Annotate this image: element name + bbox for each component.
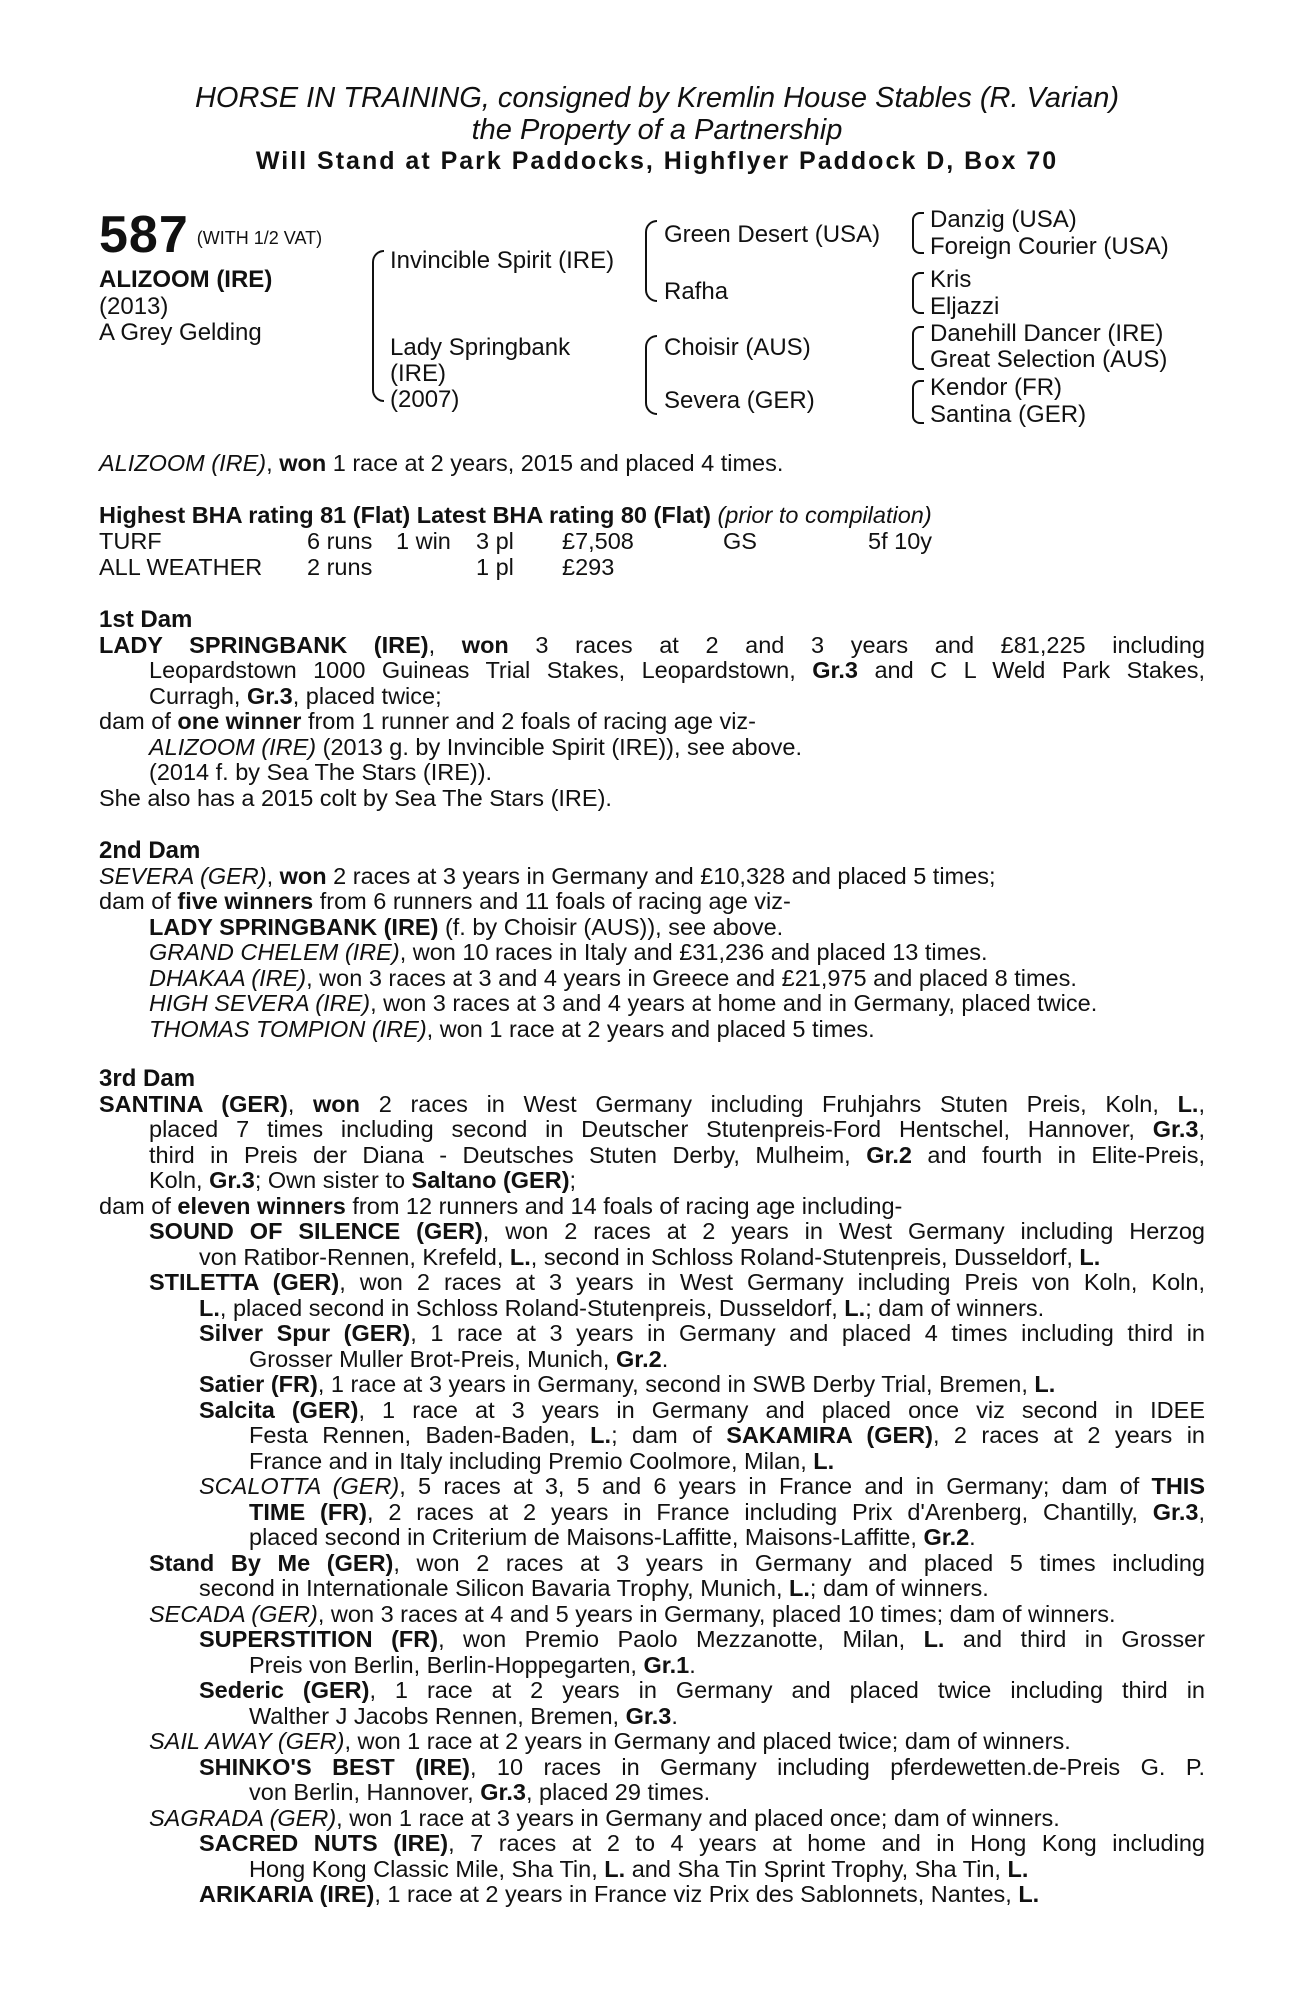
pedigree-ddd: Santina (GER)	[930, 401, 1087, 428]
entry-arikaria: ARIKARIA (IRE), 1 race at 2 years in France viz Prix des Sablonnets, Nantes, L.	[199, 1881, 1040, 1907]
second-dam-section: 2nd Dam SEVERA (GER), won 2 races at 3 years in Germany and £10,328 and placed 5 times; dam of five winners from 6 runners and 11 foals of racing age viz- LADY SPRINGBANK (IRE) (f. by Choisir (AUS)), see above. GRAND CHELEM (IRE), won 10 races in Italy and £31,236 and placed 13 times. DHAKAA (IRE), won 3 races at 3 and 4 years in Greece and £21,975 and placed 8 times. HIGH SEVERA (IRE), won 3 races at 3 and 4 years at home and in Germany, placed twice. THOMAS TOMPION (IRE), won 1 race at 2 years and placed 5 times.	[99, 838, 1205, 1042]
brace-sd	[912, 272, 924, 314]
brace-dd	[912, 380, 924, 424]
entry-silver-spur: Silver Spur (GER), 1 race at 3 years in Germany and placed 4 times including third in Grosser Muller Brot-Preis, Munich, Gr.2.	[199, 1320, 1205, 1372]
catalogue-page: HORSE IN TRAINING, consigned by Kremlin House Stables (R. Varian) the Property of a Partnership Will Stand at Park Paddocks, Highflyer Paddock D, Box 70 587 (WITH 1/2 VAT) ALIZOOM (IRE) (2013) A Grey Gelding Invincible Spirit (IRE) Lady Springbank (IRE) (2007) Green Desert (USA) Rafha Choisir (AUS) Severa (GER) Danzig (USA) Foreign Courier (USA) Kris Eljazzi Danehill Dancer (IRE) Great Selection (AUS) Kendor (FR) Santina (GER) ALIZOOM (IRE), won 1 race at 2 years, 2015 and placed 4 times. Highest BHA rating 81 (Flat) Latest BHA rating 80 (Flat) (prior to compilation) TURF 6 runs 1 win 3 pl £7,508 GS 5f 10y ALL WEATHER 2 runs 1 pl £293 1st Dam LADY SPRINGBANK (IRE), won 3 races at 2 and 3 years and £81,225 including Leopardstown 1000 Guineas Trial Stakes, Leopardstown, Gr.3 and C L Weld Park Stakes, Curragh, Gr.3, placed twice; dam of one winner from 1 runner and 2 foals of racing age viz- ALIZOOM (IRE) (2013 g. by Invincible Spirit (IRE)), see above. (2014 f. by Sea The Stars (IRE)). She also has a 2015 colt by Sea The Stars (IRE). 2nd Dam SEVERA (GER), won 2 races at 3 years in Germany and £10,328 and placed 5 times; dam of five winners from 6 runners and 11 foals of racing age viz- LADY SPRINGBANK (IRE) (f. by Choisir (AUS)), see above. GRAND CHELEM (IRE), won 10 races in Italy and £31,236 and placed 13 times. DHAKAA (IRE), won 3 races at 3 and 4 years in Greece and £21,975 and placed 8 times. HIGH SEVERA (IRE), won 3 races at 3 and 4 years at home and in Germany, placed twice. THOMAS TOMPION (IRE), won 1 race at 2 years and placed 5 times. 3rd Dam SANTINA (GER), won 2 races in West Germany including Fruhjahrs Stuten Preis, Koln, L., placed 7 times including second in Deutscher Stutenpreis-Ford Hentschel, Hannover, Gr.3, third in Preis der Diana - Deutsches Stuten Derby, Mulheim, Gr.2 and fourth in Elite-Preis, Koln, Gr.3; Own sister to Saltano (GER); dam of eleven winners from 12 runners and 14 foals of racing age including- SOUND OF SILENCE (GER), won 2 races at 2 years in West Germany including Herzog von Ratibor-Rennen, Krefeld, L., second in Schloss Roland-Stutenpreis, Dusseldorf, L. STILETTA (GER), won 2 races at 3 years in West Germany including Preis von Koln, Koln, L., placed second in Schloss Roland-Stutenpreis, Dusseldorf, L.; dam of winners. Silver Spur (GER), 1 race at 3 years in Germany and placed 4 times including third in Grosser Muller Brot-Preis, Munich, Gr.2. Satier (FR), 1 race at 3 years in Germany, second in SWB Derby Trial, Bremen, L. Salcita (GER), 1 race at 3 years in Germany and placed once viz second in IDEE Festa Rennen, Baden-Baden, L.; dam of SAKAMIRA (GER), 2 races at 2 years in France and in Italy including Premio Coolmore, Milan, L. SCALOTTA (GER), 5 races at 3, 5 and 6 years in France and in Germany; dam of THIS TIME (FR), 2 races at 2 years in France including Prix d'Arenberg, Chantilly, Gr.3, placed second in Criterium de Maisons-Laffitte, Maisons-Laffitte, Gr.2. Stand By Me (GER), won 2 races at 3 years in Germany and placed 5 times including second in Internationale Silicon Bavaria Trophy, Munich, L.; dam of winners. SECADA (GER), won 3 races at 4 and 5 years in Germany, placed 10 times; dam of winners. SUPERSTITION (FR), won Premio Paolo Mezzanotte, Milan, L. and third in Grosser Preis von Berlin, Berlin-Hoppegarten, Gr.1. Sederic (GER), 1 race at 2 years in Germany and placed twice including third in Walther J Jacobs Rennen, Bremen, Gr.3. SAIL AWAY (GER), won 1 race at 2 years in Germany and placed twice; dam of winners. SHINKO'S BEST (IRE), 10 races in Germany including pferdewetten.de-Preis G. P. von Berlin, Hannover, Gr.3, placed 29 times. SAGRADA (GER), won 1 race at 3 years in Germany and placed once; dam of winners. SACRED NUTS (IRE), 7 races at 2 to 4 years at home and in Hong Kong including Hong Kong Classic Mile, Sha Tin, L. and Sha Tin Sprint Trophy, Sha Tin, L. ARIKARIA (IRE), 1 race at 2 years in France viz Prix des Sablonnets, Nantes, L.	[0, 0, 1314, 2000]
pedigree-dam-line3: (2007)	[390, 386, 460, 413]
pedigree-dam-dam: Severa (GER)	[664, 387, 815, 414]
horse-description: A Grey Gelding	[99, 319, 262, 346]
pedigree-sire-dam: Rafha	[664, 278, 729, 305]
entry-stiletta: STILETTA (GER), won 2 races at 3 years in West Germany including Preis von Koln, Koln, L., placed second in Schloss Roland-Stutenpreis, Dusseldorf, L.; dam of winners.	[149, 1269, 1205, 1321]
first-dam-heading: 1st Dam	[99, 606, 193, 633]
vat-note: (WITH 1/2 VAT)	[196, 228, 323, 248]
third-dam-heading: 3rd Dam	[99, 1065, 196, 1092]
pedigree-sire: Invincible Spirit (IRE)	[390, 247, 615, 274]
entry-superstition: SUPERSTITION (FR), won Premio Paolo Mezzanotte, Milan, L. and third in Grosser Preis von Berlin, Berlin-Hoppegarten, Gr.1.	[199, 1626, 1205, 1678]
pedigree-sdd: Eljazzi	[930, 293, 1000, 320]
pedigree-ssd: Foreign Courier (USA)	[930, 233, 1169, 260]
pedigree-dam-line1: Lady Springbank	[390, 334, 571, 361]
pedigree-sire-sire: Green Desert (USA)	[664, 221, 881, 248]
pedigree-sds: Kris	[930, 266, 972, 293]
consignor-line: HORSE IN TRAINING, consigned by Kremlin House Stables (R. Varian)	[194, 82, 1120, 114]
entry-satier: Satier (FR), 1 race at 3 years in Germany, second in SWB Derby Trial, Bremen, L.	[199, 1371, 1056, 1397]
lot-number: 587	[99, 206, 189, 264]
brace-sire	[645, 220, 657, 302]
stand-location-line: Will Stand at Park Paddocks, Highflyer Paddock D, Box 70	[255, 147, 1059, 175]
race-summary: ALIZOOM (IRE), won 1 race at 2 years, 2015 and placed 4 times.	[99, 450, 784, 476]
pedigree-dam-sire: Choisir (AUS)	[664, 334, 811, 361]
ratings-line: Highest BHA rating 81 (Flat) Latest BHA rating 80 (Flat) (prior to compilation)	[99, 502, 932, 528]
entry-sagrada: SAGRADA (GER), won 1 race at 3 years in Germany and placed once; dam of winners.	[149, 1804, 1060, 1831]
entry-santina: SANTINA (GER), won 2 races in West Germany including Fruhjahrs Stuten Preis, Koln, L., placed 7 times including second in Deutscher Stutenpreis-Ford Hentschel, Hannover, Gr.3, third in Preis der Diana - Deutsches Stuten Derby, Mulheim, Gr.2 and fourth in Elite-Preis, Koln, Gr.3; Own sister to Saltano (GER); dam of eleven winners from 12 runners and 14 foals of racing age including-	[99, 1090, 1205, 1219]
entry-sound-of-silence: SOUND OF SILENCE (GER), won 2 races at 2 years in West Germany including Herzog von Ratibor-Rennen, Krefeld, L., second in Schloss Roland-Stutenpreis, Dusseldorf, L.	[149, 1218, 1205, 1270]
entry-sacred-nuts: SACRED NUTS (IRE), 7 races at 2 to 4 years at home and in Hong Kong including Hong Kong Classic Mile, Sha Tin, L. and Sha Tin Sprint Trophy, Sha Tin, L.	[199, 1830, 1205, 1882]
pedigree-sss: Danzig (USA)	[930, 206, 1077, 233]
third-dam-section	[99, 1066, 1205, 1908]
entry-salcita: Salcita (GER), 1 race at 3 years in Germany and placed once viz second in IDEE Festa Rennen, Baden-Baden, L.; dam of SAKAMIRA (GER), 2 races at 2 years in France and in Italy including Premio Coolmore, Milan, L.	[199, 1396, 1206, 1474]
property-line: the Property of a Partnership	[471, 114, 843, 146]
brace-ds	[912, 326, 924, 370]
foaling-year: (2013)	[99, 293, 169, 320]
entry-sederic: Sederic (GER), 1 race at 2 years in Germany and placed twice including third in Walther J Jacobs Rennen, Bremen, Gr.3.	[199, 1677, 1205, 1729]
entry-sail-away: SAIL AWAY (GER), won 1 race at 2 years in Germany and placed twice; dam of winners.	[149, 1728, 1071, 1754]
first-dam-section: 1st Dam LADY SPRINGBANK (IRE), won 3 races at 2 and 3 years and £81,225 including Leopardstown 1000 Guineas Trial Stakes, Leopardstown, Gr.3 and C L Weld Park Stakes, Curragh, Gr.3, placed twice; dam of one winner from 1 runner and 2 foals of racing age viz- ALIZOOM (IRE) (2013 g. by Invincible Spirit (IRE)), see above. (2014 f. by Sea The Stars (IRE)). She also has a 2015 colt by Sea The Stars (IRE).	[99, 606, 1206, 811]
entry-scalotta: SCALOTTA (GER), 5 races at 3, 5 and 6 years in France and in Germany; dam of THIS TIME (FR), 2 races at 2 years in France including Prix d'Arenberg, Chantilly, Gr.3, placed second in Criterium de Maisons-Laffitte, Maisons-Laffitte, Gr.2.	[199, 1473, 1206, 1550]
entry-secada: SECADA (GER), won 3 races at 4 and 5 years in Germany, placed 10 times; dam of winners.	[149, 1600, 1116, 1627]
pedigree-dds: Kendor (FR)	[930, 374, 1063, 401]
second-dam-heading: 2nd Dam	[99, 837, 201, 864]
entry-shinkos-best: SHINKO'S BEST (IRE), 10 races in Germany including pferdewetten.de-Preis G. P. von Berlin, Hannover, Gr.3, placed 29 times.	[199, 1753, 1205, 1805]
entry-stand-by-me: Stand By Me (GER), won 2 races at 3 years in Germany and placed 5 times including second in Internationale Silicon Bavaria Trophy, Munich, L.; dam of winners.	[149, 1549, 1205, 1601]
lot-number-block	[99, 205, 322, 265]
brace-ss	[912, 212, 924, 254]
pedigree-dsd: Great Selection (AUS)	[930, 346, 1168, 373]
brace-dam	[645, 335, 657, 415]
brace-main	[372, 250, 384, 402]
pedigree-dam-line2: (IRE)	[390, 360, 446, 387]
pedigree-dss: Danehill Dancer (IRE)	[930, 320, 1164, 347]
horse-name: ALIZOOM (IRE)	[99, 266, 273, 293]
